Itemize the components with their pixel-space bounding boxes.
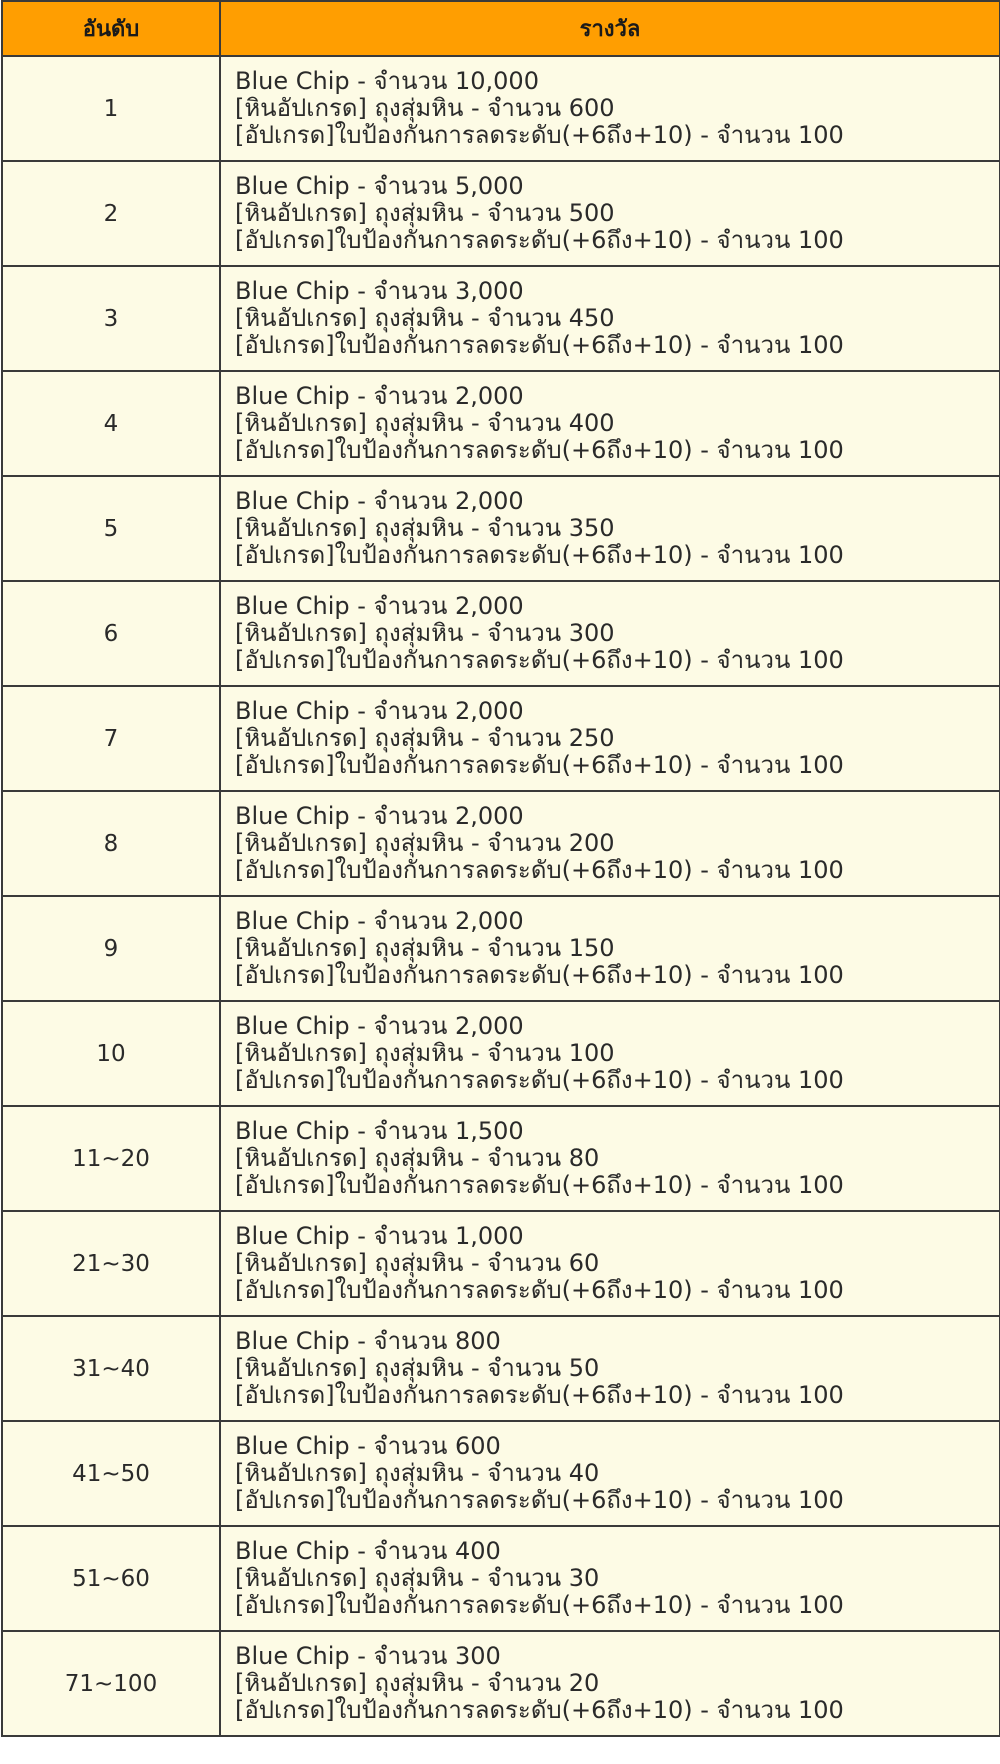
reward-line: [หินอัปเกรด] ถุงสุ่มหิน - จำนวน 20 — [235, 1669, 600, 1697]
reward-line: Blue Chip - จำนวน 5,000 — [235, 172, 524, 200]
reward-line: [หินอัปเกรด] ถุงสุ่มหิน - จำนวน 150 — [235, 934, 615, 962]
table-row — [2, 1001, 1000, 1106]
reward-line: Blue Chip - จำนวน 1,500 — [235, 1117, 524, 1145]
reward-cell — [220, 581, 1000, 686]
table-row — [2, 896, 1000, 1001]
reward-column-header: รางวัล — [220, 1, 1000, 56]
reward-cell — [220, 56, 1000, 161]
reward-cell — [220, 1106, 1000, 1211]
table-row — [2, 1526, 1000, 1631]
table-row — [2, 1211, 1000, 1316]
reward-cell — [220, 1211, 1000, 1316]
rank-cell: 2 — [2, 161, 220, 266]
rank-cell: 1 — [2, 56, 220, 161]
reward-line: [อัปเกรด]ใบป้องกันการลดระดับ(+6ถึง+10) - จำนวน 100 — [235, 436, 844, 464]
reward-cell — [220, 1316, 1000, 1421]
reward-line: [อัปเกรด]ใบป้องกันการลดระดับ(+6ถึง+10) - จำนวน 100 — [235, 856, 844, 884]
reward-cell — [220, 1001, 1000, 1106]
reward-cell — [220, 1526, 1000, 1631]
reward-line: Blue Chip - จำนวน 2,000 — [235, 1012, 524, 1040]
reward-cell — [220, 476, 1000, 581]
reward-line: [หินอัปเกรด] ถุงสุ่มหิน - จำนวน 450 — [235, 304, 615, 332]
rank-cell: 4 — [2, 371, 220, 476]
reward-line: Blue Chip - จำนวน 10,000 — [235, 67, 539, 95]
reward-line: [หินอัปเกรด] ถุงสุ่มหิน - จำนวน 50 — [235, 1354, 600, 1382]
reward-line: [หินอัปเกรด] ถุงสุ่มหิน - จำนวน 80 — [235, 1144, 600, 1172]
rank-cell: 8 — [2, 791, 220, 896]
reward-line: [หินอัปเกรด] ถุงสุ่มหิน - จำนวน 350 — [235, 514, 615, 542]
rank-cell: 5 — [2, 476, 220, 581]
table-row — [2, 686, 1000, 791]
reward-line: Blue Chip - จำนวน 2,000 — [235, 487, 524, 515]
reward-line: Blue Chip - จำนวน 400 — [235, 1537, 501, 1565]
reward-line: [อัปเกรด]ใบป้องกันการลดระดับ(+6ถึง+10) - จำนวน 100 — [235, 1696, 844, 1724]
rank-cell: 21~30 — [2, 1211, 220, 1316]
reward-line: [อัปเกรด]ใบป้องกันการลดระดับ(+6ถึง+10) - จำนวน 100 — [235, 1276, 844, 1304]
reward-line: Blue Chip - จำนวน 2,000 — [235, 697, 524, 725]
reward-line: [อัปเกรด]ใบป้องกันการลดระดับ(+6ถึง+10) - จำนวน 100 — [235, 1381, 844, 1409]
reward-line: Blue Chip - จำนวน 2,000 — [235, 907, 524, 935]
reward-cell — [220, 161, 1000, 266]
reward-line: [อัปเกรด]ใบป้องกันการลดระดับ(+6ถึง+10) - จำนวน 100 — [235, 331, 844, 359]
reward-line: [อัปเกรด]ใบป้องกันการลดระดับ(+6ถึง+10) - จำนวน 100 — [235, 121, 844, 149]
reward-line: Blue Chip - จำนวน 2,000 — [235, 802, 524, 830]
reward-cell — [220, 371, 1000, 476]
reward-line: [หินอัปเกรด] ถุงสุ่มหิน - จำนวน 60 — [235, 1249, 600, 1277]
table-row — [2, 56, 1000, 161]
reward-line: Blue Chip - จำนวน 1,000 — [235, 1222, 524, 1250]
table-row — [2, 791, 1000, 896]
reward-cell — [220, 686, 1000, 791]
table-row — [2, 581, 1000, 686]
table-row — [2, 1106, 1000, 1211]
rank-column-header: อันดับ — [2, 1, 220, 56]
table-row — [2, 1316, 1000, 1421]
reward-line: Blue Chip - จำนวน 3,000 — [235, 277, 524, 305]
rank-cell: 71~100 — [2, 1631, 220, 1736]
reward-line: [อัปเกรด]ใบป้องกันการลดระดับ(+6ถึง+10) - จำนวน 100 — [235, 1066, 844, 1094]
reward-line: [หินอัปเกรด] ถุงสุ่มหิน - จำนวน 100 — [235, 1039, 615, 1067]
reward-line: [หินอัปเกรด] ถุงสุ่มหิน - จำนวน 400 — [235, 409, 615, 437]
rank-cell: 11~20 — [2, 1106, 220, 1211]
reward-line: [อัปเกรด]ใบป้องกันการลดระดับ(+6ถึง+10) - จำนวน 100 — [235, 1171, 844, 1199]
rank-cell: 51~60 — [2, 1526, 220, 1631]
rank-cell: 31~40 — [2, 1316, 220, 1421]
table-row — [2, 266, 1000, 371]
reward-line: [อัปเกรด]ใบป้องกันการลดระดับ(+6ถึง+10) - จำนวน 100 — [235, 961, 844, 989]
reward-line: Blue Chip - จำนวน 300 — [235, 1642, 501, 1670]
reward-line: [หินอัปเกรด] ถุงสุ่มหิน - จำนวน 500 — [235, 199, 615, 227]
reward-line: [อัปเกรด]ใบป้องกันการลดระดับ(+6ถึง+10) - จำนวน 100 — [235, 541, 844, 569]
reward-line: [อัปเกรด]ใบป้องกันการลดระดับ(+6ถึง+10) - จำนวน 100 — [235, 1486, 844, 1514]
rank-cell: 6 — [2, 581, 220, 686]
rank-cell: 3 — [2, 266, 220, 371]
rank-cell: 9 — [2, 896, 220, 1001]
reward-line: [อัปเกรด]ใบป้องกันการลดระดับ(+6ถึง+10) - จำนวน 100 — [235, 226, 844, 254]
table-header-row — [2, 1, 1000, 56]
reward-line: [หินอัปเกรด] ถุงสุ่มหิน - จำนวน 200 — [235, 829, 615, 857]
table-row — [2, 1421, 1000, 1526]
reward-line: Blue Chip - จำนวน 800 — [235, 1327, 501, 1355]
reward-cell — [220, 791, 1000, 896]
reward-line: [หินอัปเกรด] ถุงสุ่มหิน - จำนวน 30 — [235, 1564, 600, 1592]
rank-cell: 41~50 — [2, 1421, 220, 1526]
table-row — [2, 476, 1000, 581]
reward-line: [อัปเกรด]ใบป้องกันการลดระดับ(+6ถึง+10) - จำนวน 100 — [235, 646, 844, 674]
reward-line: [หินอัปเกรด] ถุงสุ่มหิน - จำนวน 300 — [235, 619, 615, 647]
reward-line: Blue Chip - จำนวน 2,000 — [235, 382, 524, 410]
table-row — [2, 161, 1000, 266]
reward-line: [หินอัปเกรด] ถุงสุ่มหิน - จำนวน 250 — [235, 724, 615, 752]
reward-line: [อัปเกรด]ใบป้องกันการลดระดับ(+6ถึง+10) - จำนวน 100 — [235, 751, 844, 779]
rank-cell: 10 — [2, 1001, 220, 1106]
reward-line: [หินอัปเกรด] ถุงสุ่มหิน - จำนวน 40 — [235, 1459, 600, 1487]
reward-cell — [220, 1421, 1000, 1526]
table-row — [2, 371, 1000, 476]
reward-line: [อัปเกรด]ใบป้องกันการลดระดับ(+6ถึง+10) - จำนวน 100 — [235, 1591, 844, 1619]
reward-cell — [220, 1631, 1000, 1736]
reward-line: [หินอัปเกรด] ถุงสุ่มหิน - จำนวน 600 — [235, 94, 615, 122]
rewards-table — [1, 0, 1000, 1737]
table-row — [2, 1631, 1000, 1736]
reward-line: Blue Chip - จำนวน 600 — [235, 1432, 501, 1460]
rank-cell: 7 — [2, 686, 220, 791]
reward-line: Blue Chip - จำนวน 2,000 — [235, 592, 524, 620]
reward-cell — [220, 266, 1000, 371]
reward-cell — [220, 896, 1000, 1001]
